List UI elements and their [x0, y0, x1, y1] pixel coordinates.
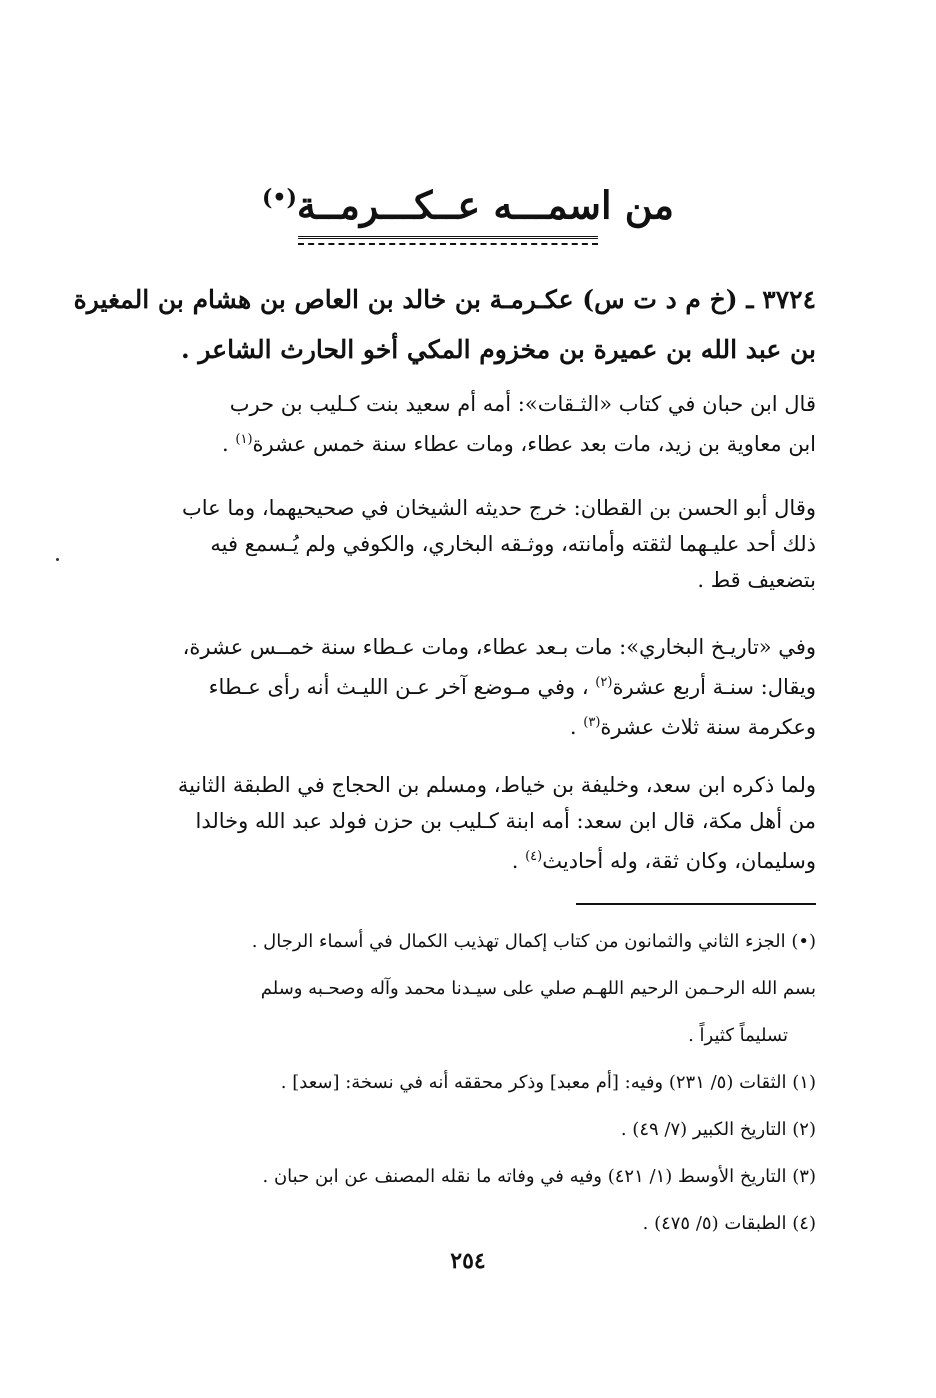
paragraph-line: وفي «تاريـخ البخاري»: مات بـعد عطاء، ومات عـطاء سنة خمــس عشرة، [182, 635, 816, 659]
page-number: ٢٥٤ [450, 1248, 486, 1274]
paragraph-text: ، وفي مـوضع آخر عـن الليـث أنه رأى عـطاء [208, 675, 596, 699]
paragraph-line: ذلك أحد عليـهما لثقته وأمانته، ووثـقه البخاري، والكوفي ولم يُـسمع فيه [210, 532, 816, 556]
paragraph-line [104, 839, 816, 879]
footnote-ref-2: (٢) [595, 675, 613, 690]
paragraph-line: من أهل مكة، قال ابن سعد: أمه ابنة كـليب بن حزن فولد عبد الله وخالدا [195, 809, 816, 833]
footnotes [104, 918, 816, 1247]
footnote-basmala-continued: تسليماً كثيراً . [688, 1025, 788, 1046]
paragraph-line [104, 665, 816, 705]
paragraph-line: قال ابن حبان في كتاب «الثـقات»: أمه أم سعيد بنت كـليب بن حرب [229, 392, 816, 416]
footnote-ref-3: (٣) [583, 715, 601, 730]
footnote-basmala: بسم الله الرحـمن الرحيم اللهـم صلي على سيـدنا محمد وآله وصحـبه وسلم [260, 978, 816, 999]
paragraph-line: وقال أبو الحسن بن القطان: خرج حديثه الشيخان في صحيحيهما، وما عاب [182, 496, 816, 520]
chapter-title-mark: (•) [261, 185, 297, 211]
paragraph-text: وسليمان، وكان ثقة، وله أحاديث [542, 849, 816, 873]
footnote-ref-1: (١) [235, 432, 253, 447]
title-underline-dashed [298, 243, 598, 245]
title-underline [298, 236, 598, 239]
paragraph-text: وعكرمة سنة ثلاث عشرة [600, 715, 816, 739]
entry-heading [73, 275, 816, 375]
footnote-separator [576, 903, 816, 905]
paragraph-line: بتضعيف قط . [697, 568, 816, 592]
paragraph-text: ابن معاوية بن زيد، مات بعد عطاء، ومات عطاء سنة خمس عشرة [252, 432, 816, 456]
entry-heading-line-2: بن عبد الله بن عميرة بن مخزوم المكي أخو الحارث الشاعر . [180, 335, 816, 364]
paragraph-text: . [222, 432, 236, 456]
footnote-star: (•) الجزء الثاني والثمانون من كتاب إكمال تهذيب الكمال في أسماء الرجال . [251, 931, 816, 952]
chapter-title-text: من اسمـــه عــكـــرمــة [296, 182, 675, 228]
footnote-3: (٣) التاريخ الأوسط (١/ ٤٢١) وفيه في وفاته ما نقله المصنف عن ابن حبان . [262, 1166, 816, 1187]
entry-heading-line-1: ٣٧٢٤ ـ (خ م د ت س) عكـرمـة بن خالد بن العاص بن هشام بن المغيرة [73, 285, 816, 314]
footnote-4: (٤) الطبقات (٥/ ٤٧٥) . [642, 1213, 816, 1234]
paragraph-text: . [511, 849, 526, 873]
chapter-title [0, 168, 936, 236]
paragraph-text: . [569, 715, 584, 739]
paragraph-line [104, 422, 816, 462]
margin-speck [56, 558, 59, 561]
paragraph-ibn-hibban [104, 386, 816, 462]
footnote-2: (٢) التاريخ الكبير (٧/ ٤٩) . [620, 1119, 816, 1140]
footnote-1: (١) الثقات (٥/ ٢٣١) وفيه: [أم معبد] وذكر محققه أنه في نسخة: [سعد] . [280, 1072, 816, 1093]
paragraph-ibn-sad [104, 767, 816, 879]
paragraph-tarikh-al-bukhari [104, 629, 816, 745]
footnote-ref-4: (٤) [525, 849, 543, 864]
paragraph-line: ولما ذكره ابن سعد، وخليفة بن خياط، ومسلم بن الحجاج في الطبقة الثانية [177, 773, 816, 797]
paragraph-line [104, 705, 816, 745]
paragraph-text: ويقال: سنـة أربع عشرة [612, 675, 816, 699]
paragraph-ibn-al-qattan [104, 490, 816, 598]
